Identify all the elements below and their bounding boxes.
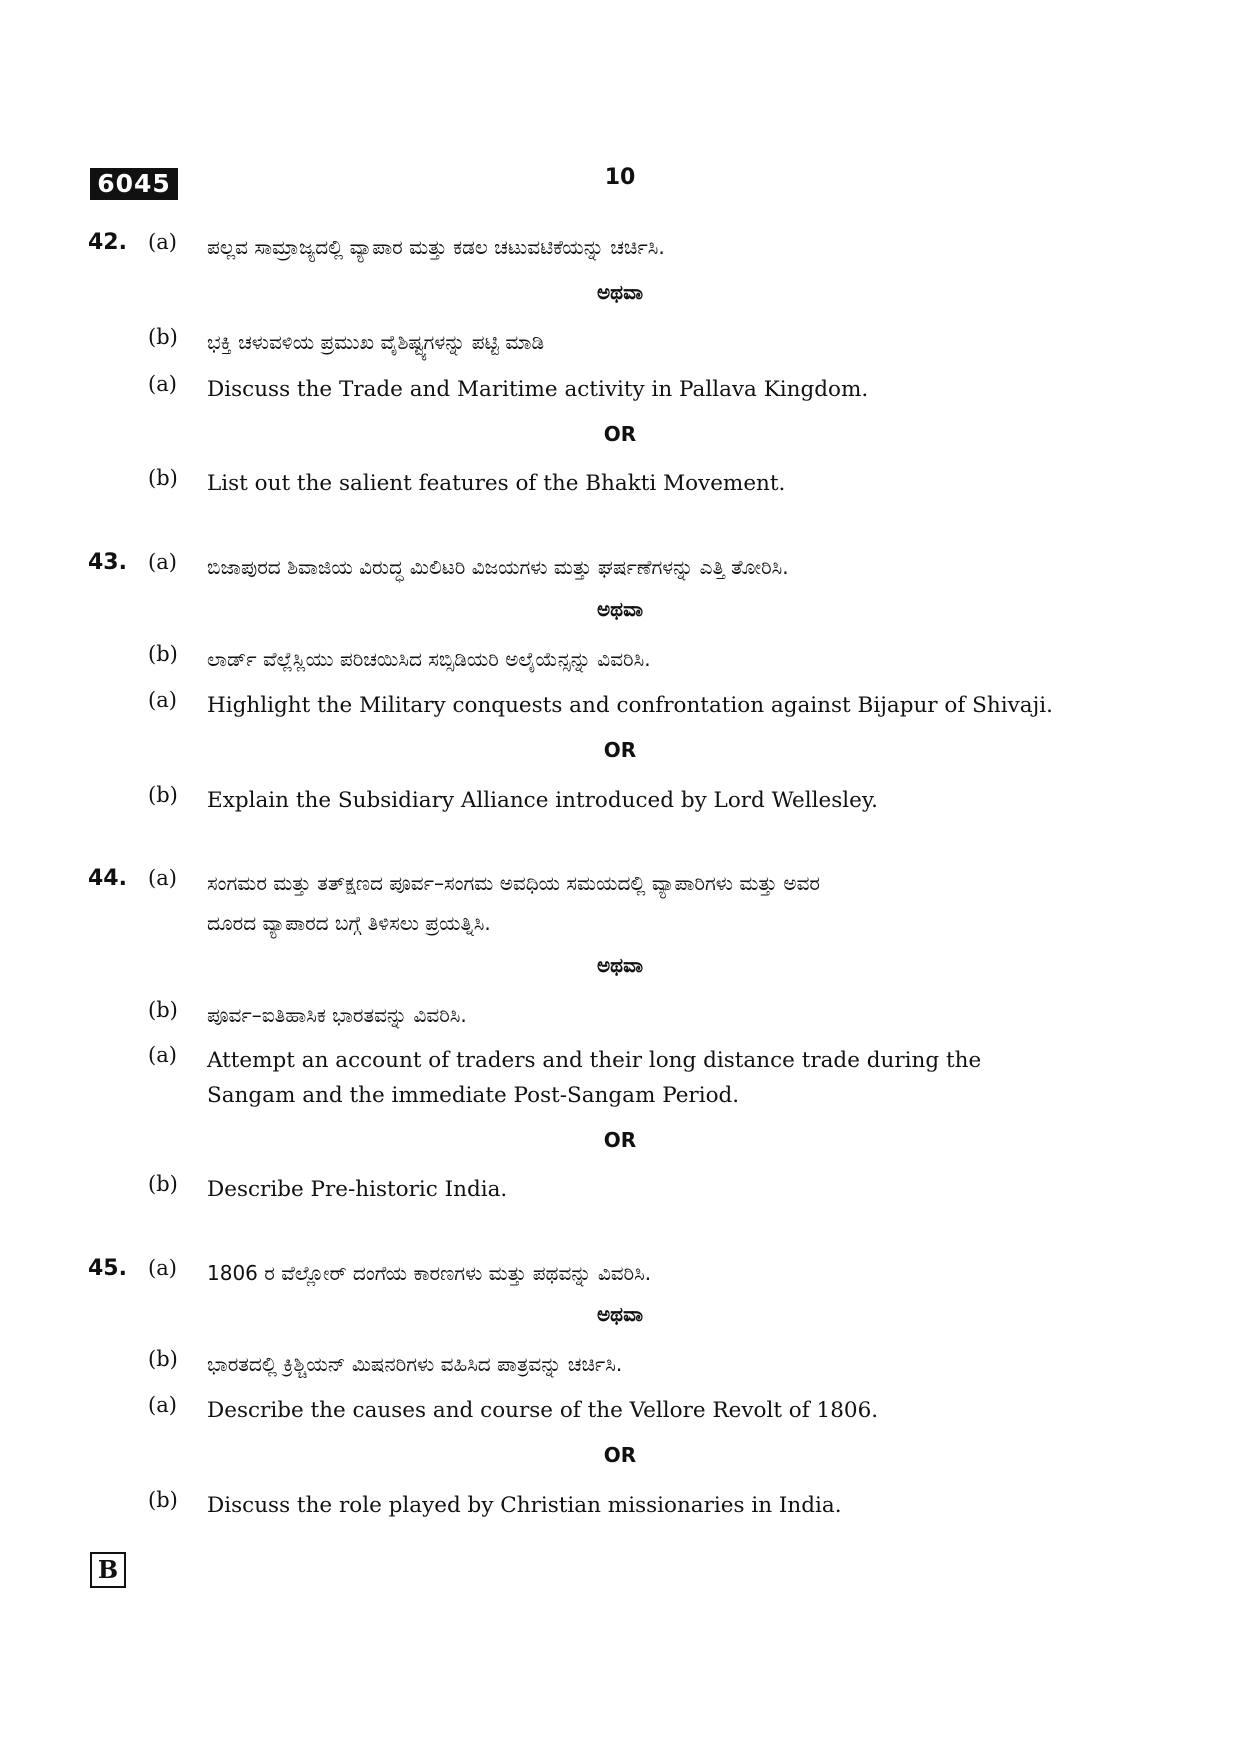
option-label: (b): [148, 783, 178, 807]
question-number: 42.: [88, 230, 127, 255]
q43-english-or: [0, 738, 1240, 778]
q42-english-option-a: [0, 372, 1240, 412]
q42-kannada-option-b: [0, 325, 1240, 365]
question-text: ಪಲ್ಲವ ಸಾಮ್ರಾಜ್ಯದಲ್ಲಿ ವ್ಯಾಪಾರ ಮತ್ತು ಕಡಲ ಚಟುವಟಿಕೆಯನ್ನು ಚರ್ಚಿಸಿ.: [207, 235, 665, 259]
q44-english-or: [0, 1128, 1240, 1168]
option-label: (a): [148, 1393, 177, 1417]
paper-code-badge: 6045: [90, 168, 178, 200]
option-label: (a): [148, 866, 177, 890]
question-text: Discuss the Trade and Maritime activity in Pallava Kingdom.: [207, 377, 869, 402]
question-number: 43.: [88, 550, 127, 575]
question-text: ಭಕ್ತಿ ಚಳುವಳಿಯ ಪ್ರಮುಖ ವೈಶಿಷ್ಟ್ಯಗಳನ್ನು ಪಟ್ಟಿ ಮಾಡಿ: [207, 330, 545, 354]
question-text: 1806 ರ ವೆಲ್ಲೋರ್ ದಂಗೆಯ ಕಾರಣಗಳು ಮತ್ತು ಪಥವನ್ನು ವಿವರಿಸಿ.: [207, 1261, 652, 1285]
q44-english-option-a-line2: [0, 1078, 1240, 1118]
option-label: (b): [148, 1347, 178, 1371]
question-text: Attempt an account of traders and their long distance trade during the: [207, 1048, 982, 1073]
question-text: ಸಂಗಮರ ಮತ್ತು ತತ್ಕ್ಷಣದ ಪೂರ್ವ–ಸಂಗಮ ಅವಧಿಯ ಸಮಯದಲ್ಲಿ ವ್ಯಾಪಾರಿಗಳು ಮತ್ತು ಅವರ: [207, 871, 820, 895]
q44-kannada-option-a-line1: [0, 866, 1240, 906]
or-separator: OR: [603, 422, 637, 446]
question-text: Describe Pre-historic India.: [207, 1177, 508, 1202]
q45-english-option-a: [0, 1393, 1240, 1433]
option-label: (a): [148, 688, 177, 712]
q45-kannada-option-b: [0, 1347, 1240, 1387]
set-label-box: B: [90, 1552, 126, 1588]
option-label: (a): [148, 1256, 177, 1280]
option-label: (b): [148, 998, 178, 1022]
q42-english-option-b: [0, 466, 1240, 506]
option-label: (a): [148, 550, 177, 574]
q45-english-option-b: [0, 1488, 1240, 1528]
q42-kannada-or: [0, 280, 1240, 320]
question-text: ಲಾರ್ಡ್ ವೆಲ್ಲೆಸ್ಲಿಯು ಪರಿಚಯಿಸಿದ ಸಬ್ಸಿಡಿಯರಿ ಅಲೈಯೆನ್ಸನ್ನು ವಿವರಿಸಿ.: [207, 647, 651, 671]
q43-english-option-a: [0, 688, 1240, 728]
or-separator: OR: [603, 1128, 637, 1152]
q44-kannada-option-b: [0, 998, 1240, 1038]
q43-kannada-option-b: [0, 642, 1240, 682]
question-text: Describe the causes and course of the Vellore Revolt of 1806.: [207, 1398, 879, 1423]
question-text: Explain the Subsidiary Alliance introduced by Lord Wellesley.: [207, 788, 878, 813]
question-text: ದೂರದ ವ್ಯಾಪಾರದ ಬಗ್ಗೆ ತಿಳಿಸಲು ಪ್ರಯತ್ನಿಸಿ.: [207, 911, 491, 935]
option-label: (a): [148, 1043, 177, 1067]
or-separator: ಅಥವಾ: [597, 953, 643, 977]
or-separator: OR: [603, 1443, 637, 1467]
question-text: List out the salient features of the Bhakti Movement.: [207, 471, 786, 496]
q45-english-or: [0, 1443, 1240, 1483]
question-number: 44.: [88, 866, 127, 891]
question-text: ಭಾರತದಲ್ಲಿ ಕ್ರಿಶ್ಚಿಯನ್ ಮಿಷನರಿಗಳು ವಹಿಸಿದ ಪಾತ್ರವನ್ನು ಚರ್ಚಿಸಿ.: [207, 1352, 623, 1376]
q42-kannada-option-a: [0, 230, 1240, 270]
question-text: ಬಿಜಾಪುರದ ಶಿವಾಜಿಯ ವಿರುದ್ಧ ಮಿಲಿಟರಿ ವಿಜಯಗಳು ಮತ್ತು ಘರ್ಷಣೆಗಳನ್ನು ಎತ್ತಿ ತೋರಿಸಿ.: [207, 555, 789, 579]
option-label: (b): [148, 325, 178, 349]
option-label: (b): [148, 1488, 178, 1512]
question-text: Highlight the Military conquests and confrontation against Bijapur of Shivaji.: [207, 693, 1053, 718]
question-text: Discuss the role played by Christian missionaries in India.: [207, 1493, 842, 1518]
or-separator: ಅಥವಾ: [597, 1302, 643, 1326]
question-number: 45.: [88, 1256, 127, 1281]
or-separator: ಅಥವಾ: [597, 280, 643, 304]
or-separator: OR: [603, 738, 637, 762]
q43-kannada-or: [0, 597, 1240, 637]
q45-kannada-or: [0, 1302, 1240, 1342]
option-label: (a): [148, 372, 177, 396]
or-separator: ಅಥವಾ: [597, 597, 643, 621]
q43-kannada-option-a: [0, 550, 1240, 590]
question-text: ಪೂರ್ವ–ಐತಿಹಾಸಿಕ ಭಾರತವನ್ನು ವಿವರಿಸಿ.: [207, 1003, 467, 1027]
q44-kannada-option-a-line2: [0, 906, 1240, 946]
q42-english-or: [0, 422, 1240, 462]
option-label: (b): [148, 1172, 178, 1196]
q44-english-option-b: [0, 1172, 1240, 1212]
q44-english-option-a-line1: [0, 1043, 1240, 1083]
option-label: (b): [148, 466, 178, 490]
question-text: Sangam and the immediate Post-Sangam Period.: [207, 1083, 740, 1108]
option-label: (b): [148, 642, 178, 666]
page-number: 10: [604, 165, 636, 190]
q43-english-option-b: [0, 783, 1240, 823]
q45-kannada-option-a: [0, 1256, 1240, 1296]
q44-kannada-or: [0, 953, 1240, 993]
option-label: (a): [148, 230, 177, 254]
